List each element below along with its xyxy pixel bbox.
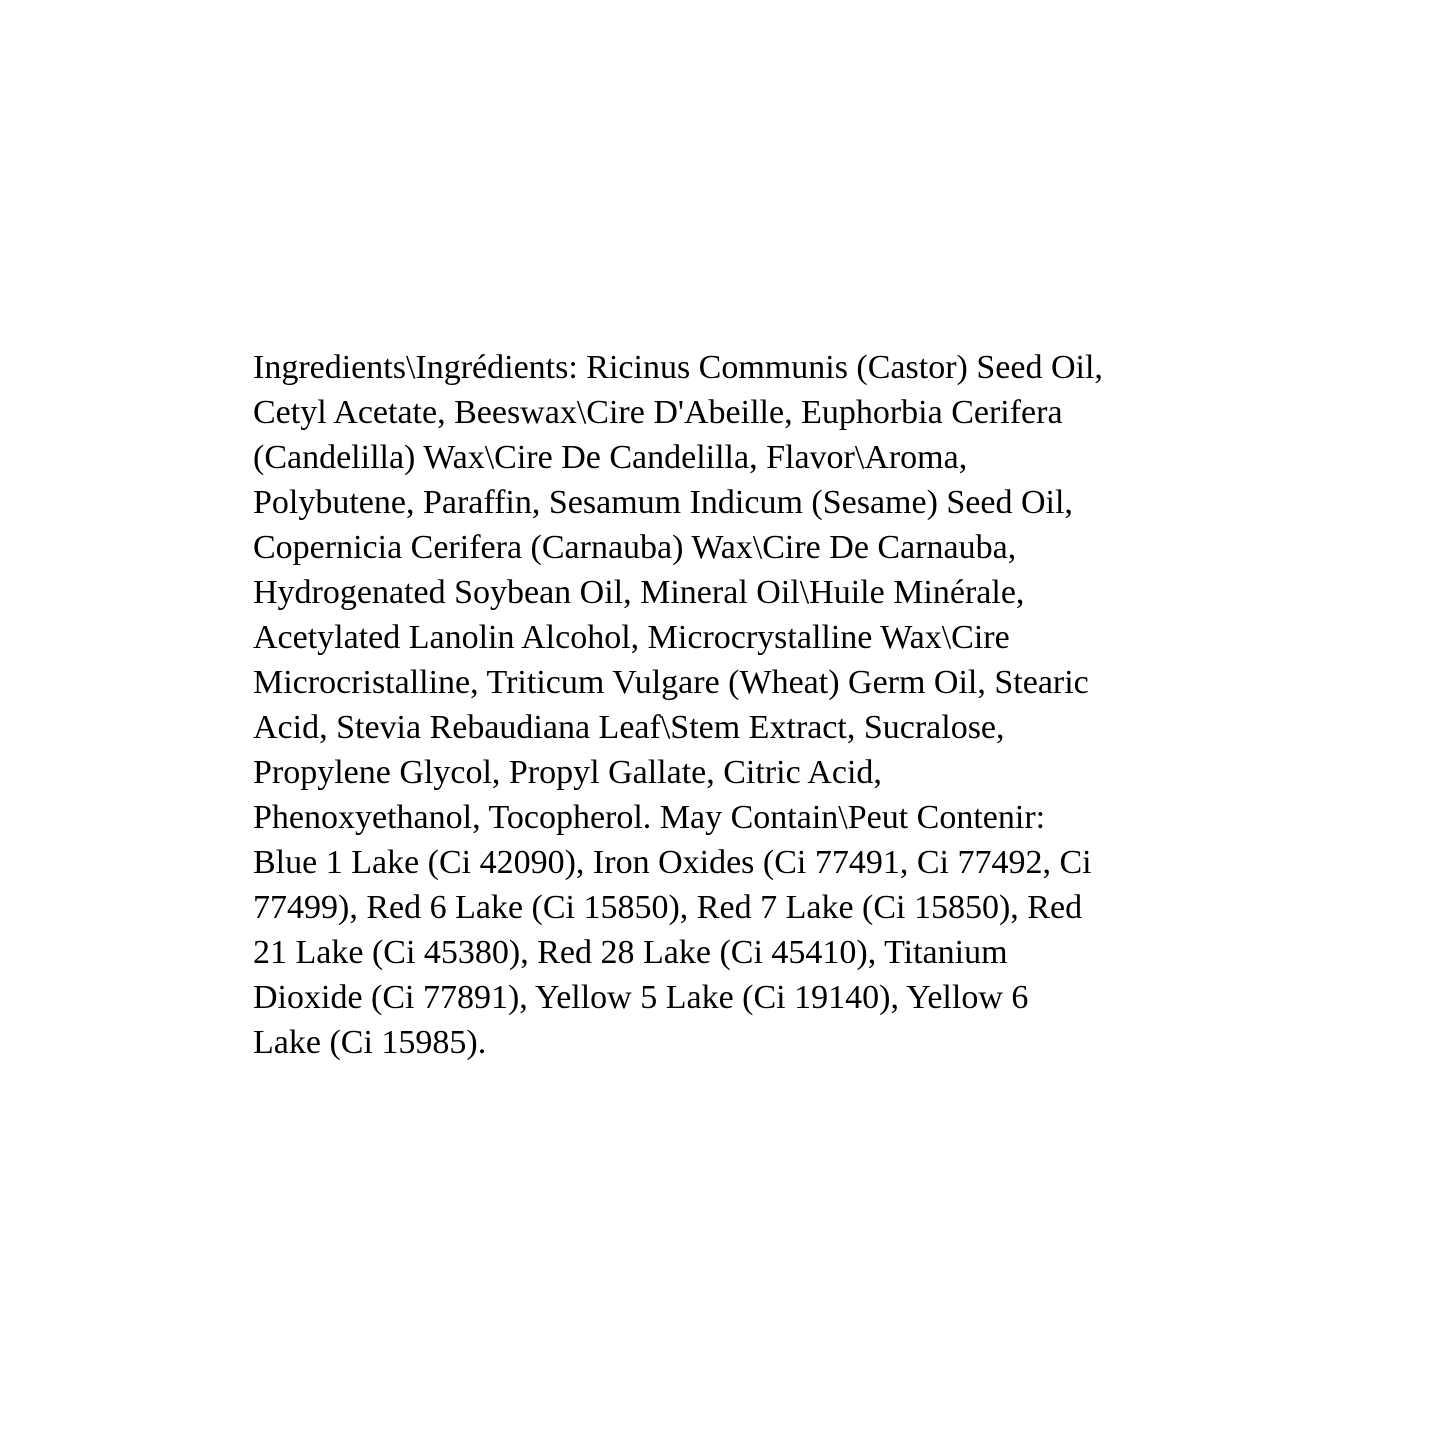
ingredients-text-line: Acetylated Lanolin Alcohol, Microcrystalline Wax\Cire	[253, 619, 1010, 656]
ingredients-text-line: Ingredients\Ingrédients: Ricinus Communis (Castor) Seed Oil,	[253, 349, 1103, 386]
ingredients-text-line: Propylene Glycol, Propyl Gallate, Citric Acid,	[253, 754, 882, 791]
ingredients-text-line: Lake (Ci 15985).	[253, 1024, 487, 1061]
ingredients-text-line: Hydrogenated Soybean Oil, Mineral Oil\Huile Minérale,	[253, 574, 1025, 611]
ingredients-text-line: Blue 1 Lake (Ci 42090), Iron Oxides (Ci 77491, Ci 77492, Ci	[253, 844, 1092, 881]
ingredients-text-line: Dioxide (Ci 77891), Yellow 5 Lake (Ci 19140), Yellow 6	[253, 979, 1029, 1016]
ingredients-text-line: 21 Lake (Ci 45380), Red 28 Lake (Ci 45410), Titanium	[253, 934, 1008, 971]
ingredients-text-line: Polybutene, Paraffin, Sesamum Indicum (Sesame) Seed Oil,	[253, 484, 1073, 521]
ingredients-text-line: Phenoxyethanol, Tocopherol. May Contain\Peut Contenir:	[253, 799, 1046, 836]
ingredients-text-line: (Candelilla) Wax\Cire De Candelilla, Flavor\Aroma,	[253, 439, 968, 476]
ingredients-text-line: 77499), Red 6 Lake (Ci 15850), Red 7 Lake (Ci 15850), Red	[253, 889, 1083, 926]
ingredients-text-line: Copernicia Cerifera (Carnauba) Wax\Cire De Carnauba,	[253, 529, 1017, 566]
ingredients-text-line: Microcristalline, Triticum Vulgare (Wheat) Germ Oil, Stearic	[253, 664, 1089, 701]
ingredients-text-line: Acid, Stevia Rebaudiana Leaf\Stem Extract, Sucralose,	[253, 709, 1005, 746]
ingredients-text-block	[253, 345, 1253, 1065]
ingredients-text-line: Cetyl Acetate, Beeswax\Cire D'Abeille, Euphorbia Cerifera	[253, 394, 1063, 431]
